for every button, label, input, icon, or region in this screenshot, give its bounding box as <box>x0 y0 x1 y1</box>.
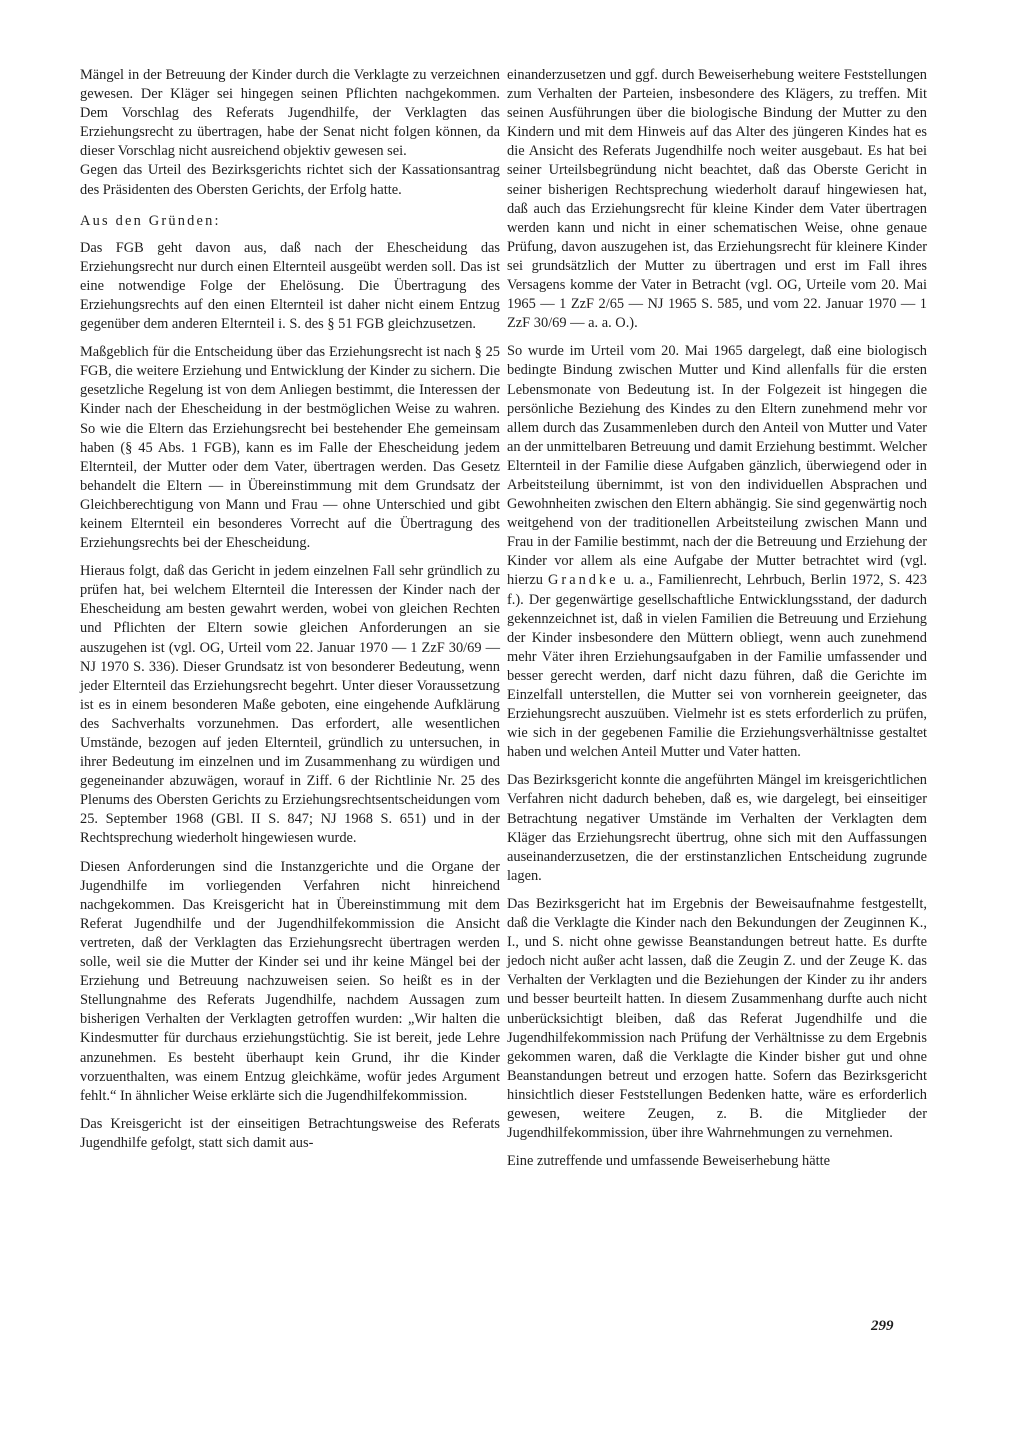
right-column <box>507 66 927 1180</box>
paragraph-right-2-text-b: u. a., Familienrecht, Lehrbuch, Berlin 1972, S. 423 f.). Der gegenwärtige gesellschaftliche Entwicklungsstand, der dadurch gekennzeichnet ist, daß in vielen Familien die Betreuung und Erziehung der Kinder insbesondere den Müttern obliegt, wenn auch zunehmend mehr Väter ihren Erziehungsaufgaben in der Familie umfassender und besser gerecht werden, darf nicht dazu führen, daß die Gerichte im Einzelfall unterstellen, die Mutter sei von vornherein geeigneter, das Erziehungsrecht auszuüben. Vielmehr ist es stets erforderlich zu prüfen, wie sich in der gegebenen Familie die Erziehungsverhältnisse gestaltet haben und welchen Anteil Mutter und Vater hatten. <box>507 572 927 761</box>
paragraph-left-3: Das FGB geht davon aus, daß nach der Ehescheidung das Erziehungsrecht nur durch einen Elternteil ausgeübt werden soll. Das ist eine notwendige Folge der Ehelösung. Die Übertragung des Erziehungsrechts auf den einen Elternteil ist daher nicht einem Entzug gegenüber dem anderen Elternteil i. S. des § 51 FGB gleichzusetzen. <box>80 239 500 333</box>
paragraph-right-4: Das Bezirksgericht hat im Ergebnis der Beweisaufnahme festgestellt, daß die Verklagte die Kinder nach den Bekundungen der Zeuginnen K., I., und S. nicht ohne gewisse Beanstandungen betreut hatte. Es durfte jedoch nicht außer acht lassen, daß die Zeugin Z. und der Zeuge K. das Verhalten der Verklagten und die Beziehungen der Kinder zu ihr anders und besser beurteilt hatten. In diesem Zusammenhang durfte auch nicht unberücksichtigt bleiben, daß das Referat Jugendhilfe und die Jugendhilfekommission nach Prüfung der Verhältnisse zu dem Ergebnis gekommen waren, daß die Verklagte die Kinder bisher gut und ohne Beanstandungen betreut und erzogen hatte. Sofern das Bezirksgericht hinsichtlich dieser Feststellungen Bedenken hatte, wäre es erforderlich gewesen, weitere Zeugen, z. B. die Mitglieder der Jugendhilfekommission, über ihre Wahrnehmungen zu vernehmen. <box>507 895 927 1142</box>
paragraph-right-2-text-a: So wurde im Urteil vom 20. Mai 1965 dargelegt, daß eine biologisch bedingte Bindung zwischen Mutter und Kind allenfalls für die ersten Lebensmonate von Bedeutung ist. In der Folgezeit ist hingegen die persönliche Beziehung des Kindes zu den Eltern zunehmend mehr vor allem durch das Zusammenleben durch den Anteil von Mutter und Vater an der unmittelbaren Betreuung und damit Erziehung bestimmt. Welcher Elternteil in der Familie diese Aufgaben gänzlich, überwiegend oder in Arbeitsteilung übernimmt, ist von den individuellen Absprachen und Gewohnheiten zwischen den Eltern abhängig. Sie sind gegenwärtig noch weitgehend von der traditionellen Arbeitsteilung zwischen Mann und Frau in der Familie bestimmt, nach der die Betreuung und Erziehung der Kinder vor allem als eine Aufgabe der Mutter betrachtet wird (vgl. hierzu <box>507 343 928 589</box>
paragraph-right-3: Das Bezirksgericht konnte die angeführten Mängel im kreisgerichtlichen Verfahren nicht dadurch beheben, daß es, wie dargelegt, bei einseitiger Betrachtung negativer Umstände im Verhalten der Verklagten dem Kläger das Erziehungsrecht übertrug, ohne sich mit den Auffassungen auseinanderzusetzen, die der erstinstanzlichen Entscheidung zugrunde lagen. <box>507 772 927 884</box>
section-heading: Aus den Gründen: <box>80 212 221 229</box>
paragraph-left-2: Gegen das Urteil des Bezirksgerichts richtet sich der Kassationsantrag des Präsidenten des Obersten Gerichts, der Erfolg hatte. <box>80 162 500 198</box>
paragraph-right-5: Eine zutreffende und umfassende Beweiserhebung hätte <box>507 1153 831 1170</box>
paragraph-left-1: Mängel in der Betreuung der Kinder durch die Verklagte zu verzeichnen gewesen. Der Kläger sei hingegen seinen Pflichten nachgekommen. Dem Vorschlag des Referats Jugendhilfe, der Verklagten das Erziehungsrecht zu übertragen, habe der Senat nicht folgen können, da dieser Vorschlag nicht ausreichend objektiv gewesen sei. <box>80 67 500 160</box>
left-column <box>80 66 500 1162</box>
page-number: 299 <box>871 1318 894 1334</box>
paragraph-left-7: Das Kreisgericht ist der einseitigen Betrachtungsweise des Referats Jugendhilfe gefolgt, statt sich damit aus- <box>80 1115 500 1151</box>
paragraph-right-2 <box>507 342 927 762</box>
paragraph-left-6: Diesen Anforderungen sind die Instanzgerichte und die Organe der Jugendhilfe im vorliegenden Verfahren nicht hinreichend nachgekommen. Das Kreisgericht hat in Übereinstimmung mit dem Referat Jugendhilfe und der Jugendhilfekommission die Ansicht vertreten, daß der Verklagten das Erziehungsrecht übertragen werden solle, weil sie die Mutter der Kinder sei und ihr keine Mängel bei der Erziehung und Betreuung nachzuweisen seien. So heißt es in der Stellungnahme des Referats Jugendhilfe, nachdem Aussagen zum bisherigen Verhalten der Verklagten getroffen wurden: „Wir halten die Kindesmutter für durchaus erziehungstüchtig. Sie ist bereit, jede Lehre anzunehmen. Es besteht überhaupt kein Grund, ihr die Kinder vorzuenthalten, was einem Entzug gleichkäme, wofür jedes Argument fehlt.“ In ähnlicher Weise erklärte sich die Jugendhilfekommission. <box>80 858 500 1104</box>
paragraph-left-5: Hieraus folgt, daß das Gericht in jedem einzelnen Fall sehr gründlich zu prüfen hat, bei welchem Elternteil die Interessen der Kinder nach der Ehescheidung am besten gewahrt werden, wobei von gleichen Rechten und Pflichten der Eltern sowie gleichen Anforderungen an sie auszugehen ist (vgl. OG, Urteil vom 22. Januar 1970 — 1 ZzF 30/69 — NJ 1970 S. 336). Dieser Grundsatz ist von besonderer Bedeutung, wenn jeder Elternteil das Erziehungsrecht begehrt. Unter dieser Voraussetzung ist es in einem besonderen Maße geboten, eine eingehende Aufklärung des Sachverhalts vorzunehmen. Das erfordert, alle wesentlichen Umstände, bezogen auf jeden Elternteil, gründlich zu untersuchen, in ihrer Bedeutung im einzelnen und im Zusammenhang zu würdigen und gegeneinander abzuwägen, worauf in Ziff. 6 der Richtlinie Nr. 25 des Plenums des Obersten Gerichts zu Erziehungsrechtsentscheidungen vom 25. September 1968 (GBl. II S. 847; NJ 1968 S. 651) und in der Rechtsprechung wiederholt hingewiesen wurde. <box>80 563 500 847</box>
cited-author: Grandke <box>548 572 619 589</box>
paragraph-right-1: einanderzusetzen und ggf. durch Beweiserhebung weitere Feststellungen zum Verhalten der Parteien, insbesondere des Klägers, zu treffen. Mit seinen Ausführungen über die biologische Bindung der Mutter zu den Kindern und mit dem Hinweis auf das Alter des jüngeren Kindes hat es die Ansicht des Referats Jugendhilfe noch weiter ausgebaut. Es hat bei seiner Urteilsbegründung nicht beachtet, daß das Oberste Gericht in seiner bisherigen Rechtsprechung wiederholt darauf hingewiesen hat, daß auch das Erziehungsrecht für kleine Kinder dem Vater übertragen werden kann und nicht in einer schematischen Weise, ohne genaue Prüfung, davon auszugehen ist, das Erziehungsrecht für kleinere Kinder sei grundsätzlich der Mutter zu übertragen und erst im Fall ihres Versagens komme der Vater in Betracht (vgl. OG, Urteile vom 20. Mai 1965 — 1 ZzF 2/65 — NJ 1965 S. 585, und vom 22. Januar 1970 — 1 ZzF 30/69 — a. a. O.). <box>507 67 927 332</box>
paragraph-left-4: Maßgeblich für die Entscheidung über das Erziehungsrecht ist nach § 25 FGB, die weitere Erziehung und Entwicklung der Kinder zu sichern. Die gesetzliche Regelung ist von dem Anliegen bestimmt, die Interessen der Kinder nach der Ehescheidung in der bestmöglichen Weise zu wahren. So wie die Eltern das Erziehungsrecht bei bestehender Ehe gemeinsam haben (§ 45 Abs. 1 FGB), kann es im Falle der Ehescheidung jedem Elternteil, der Mutter oder dem Vater, übertragen werden. Das Gesetz behandelt die Eltern — in Übereinstimmung mit dem Grundsatz der Gleichberechtigung von Mann und Frau — ohne Unterschied und gibt keinem Elternteil ein besonderes Vorrecht auf die Übertragung des Erziehungsrechts bei der Ehescheidung. <box>80 344 500 552</box>
